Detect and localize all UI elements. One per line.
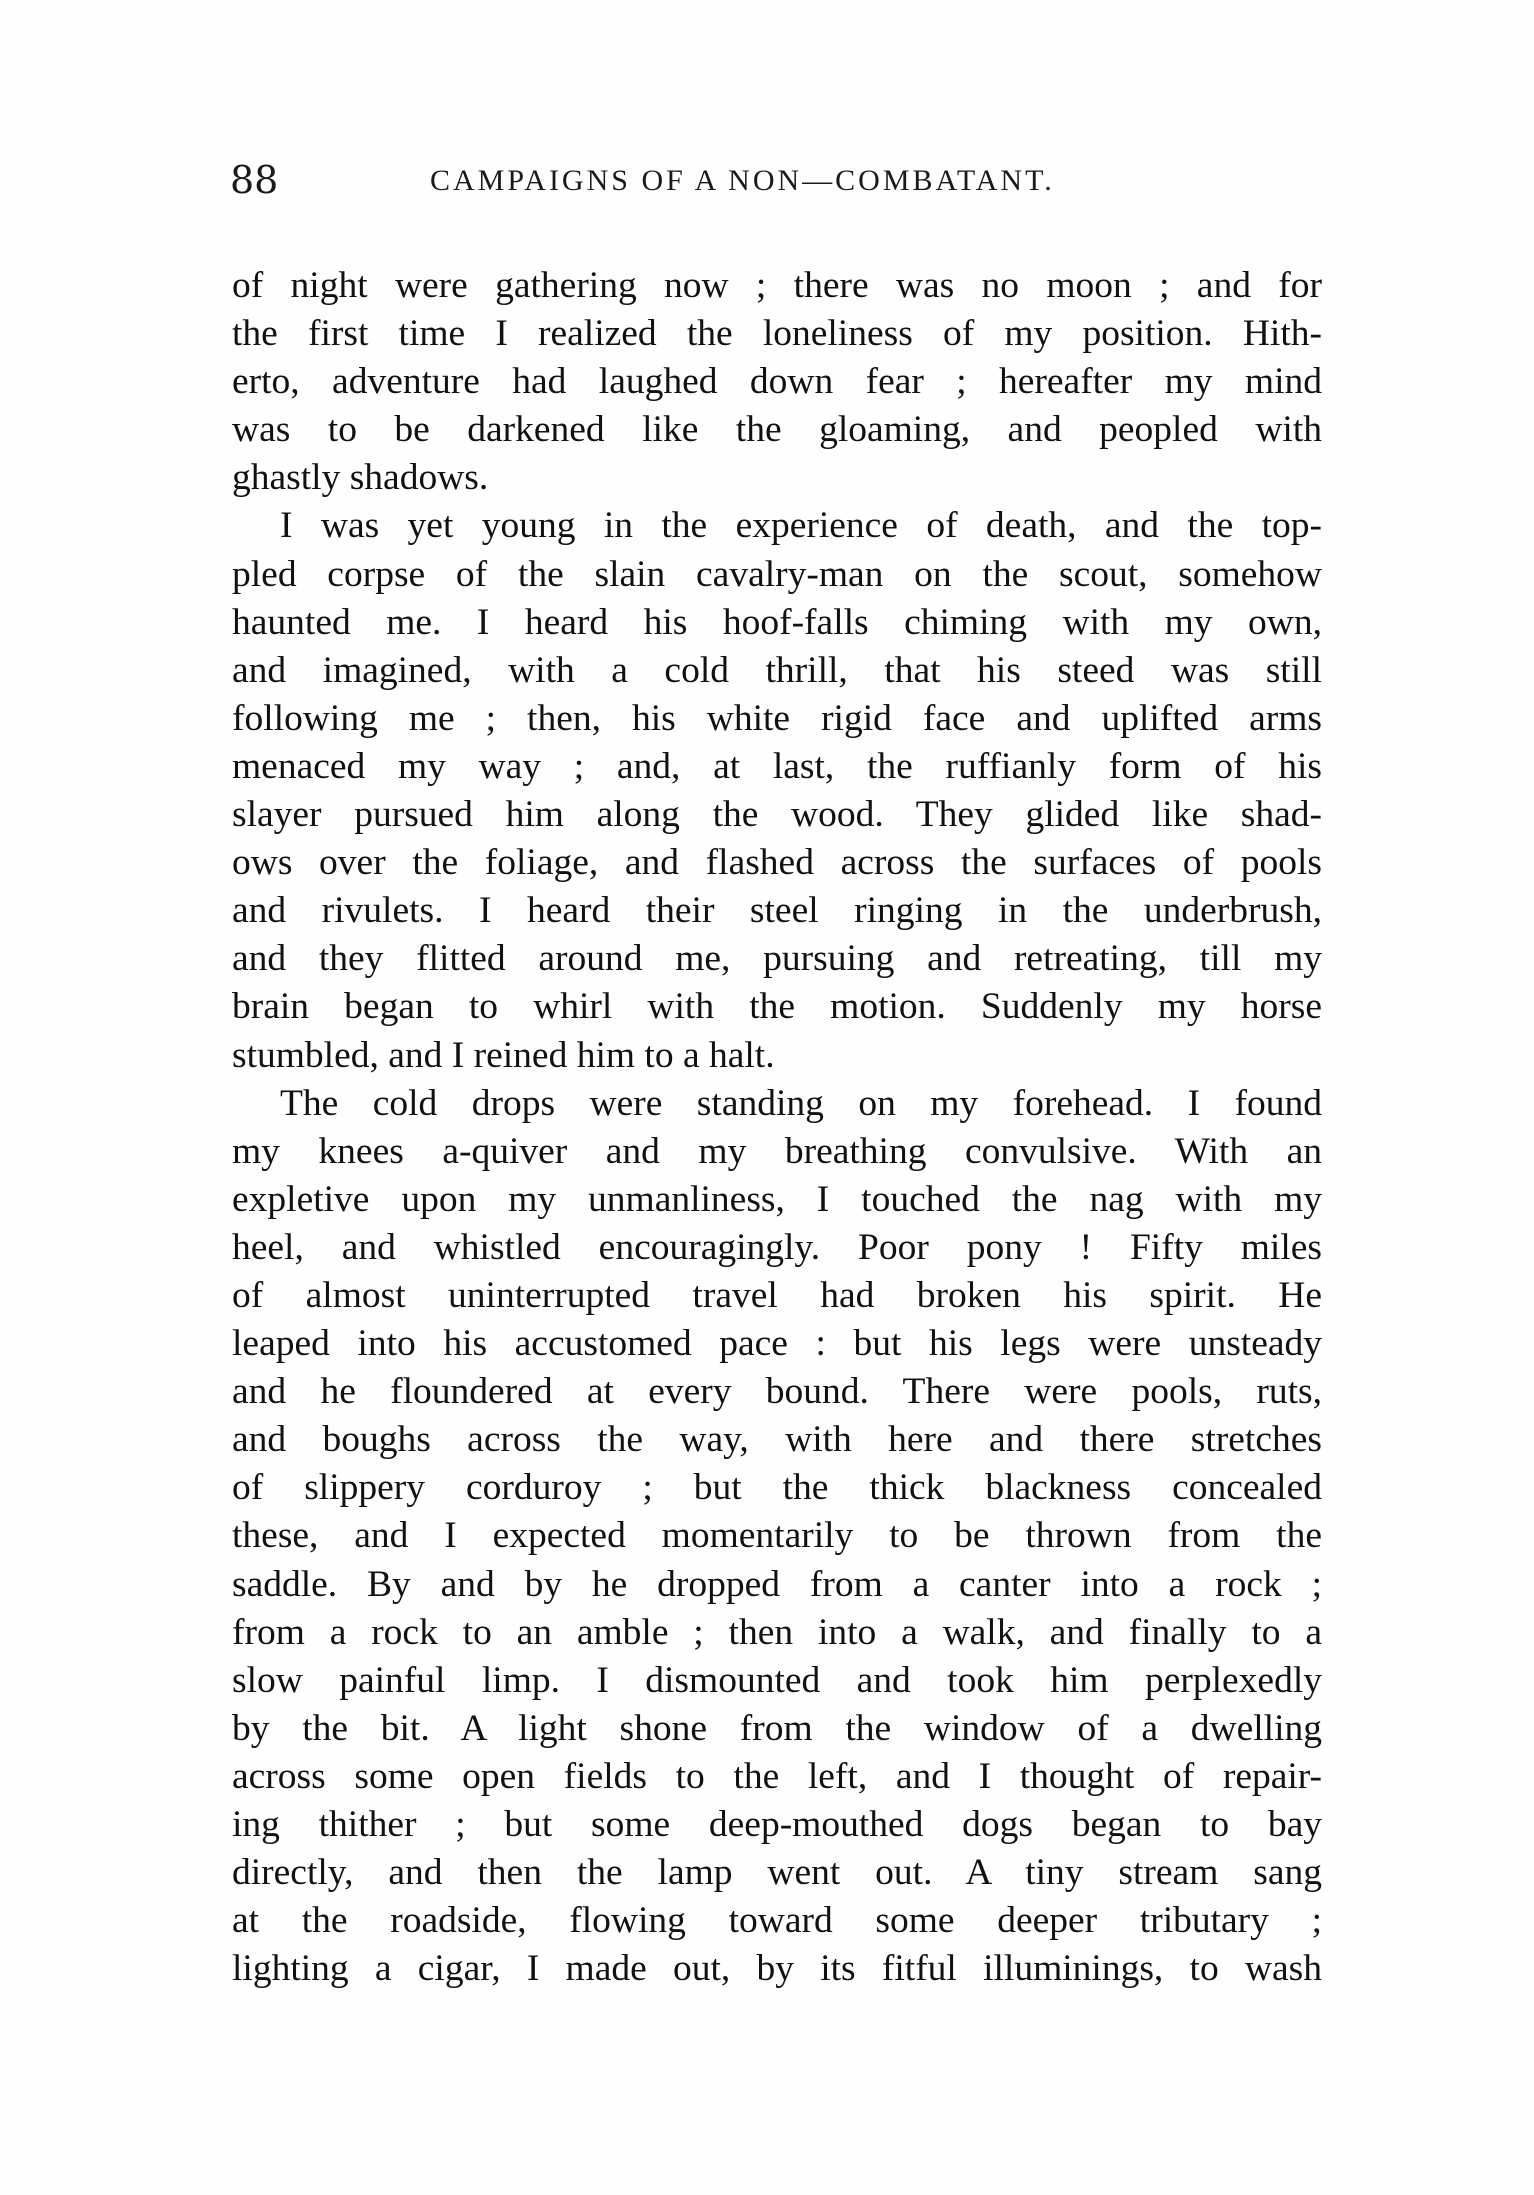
text-line: the first time I realized the loneliness of my position. Hith- [232,313,1322,355]
running-head: CAMPAIGNS OF A NON—COMBATANT. [430,164,1055,197]
text-line: expletive upon my unmanliness, I touched the nag with my [232,1178,1322,1220]
text-line: saddle. By and by he dropped from a canter into a rock ; [232,1563,1322,1605]
paragraph [232,502,1322,1079]
text-line: by the bit. A light shone from the window of a dwelling [232,1707,1322,1749]
text-line: ing thither ; but some deep-mouthed dogs began to bay [232,1804,1322,1845]
text-line: slow painful limp. I dismounted and took him perplexedly [232,1659,1322,1701]
page-number: 88 [230,158,279,202]
text-line: and they flitted around me, pursuing and retreating, till my [232,938,1322,980]
text-line: heel, and whistled encouragingly. Poor pony ! Fifty miles [232,1226,1322,1268]
text-line: across some open fields to the left, and I thought of repair- [232,1755,1322,1797]
text-line: these, and I expected momentarily to be thrown from the [232,1515,1322,1557]
text-line: of almost uninterrupted travel had broken his spirit. He [232,1274,1322,1316]
text-line: at the roadside, flowing toward some deeper tributary ; [232,1900,1322,1942]
text-line: The cold drops were standing on my forehead. I found [280,1082,1322,1124]
text-line: directly, and then the lamp went out. A tiny stream sang [232,1852,1322,1894]
text-line: menaced my way ; and, at last, the ruffianly form of his [232,745,1322,787]
text-line: brain began to whirl with the motion. Suddenly my horse [232,986,1322,1028]
text-line: ghastly shadows. [232,457,489,499]
text-line: of slippery corduroy ; but the thick blackness concealed [232,1467,1322,1509]
text-line: and he floundered at every bound. There were pools, ruts, [232,1371,1322,1413]
page-header [230,158,1320,218]
text-line: was to be darkened like the gloaming, and peopled with [232,409,1322,451]
paragraph [232,262,1322,502]
text-line: my knees a-quiver and my breathing convulsive. With an [232,1130,1322,1172]
text-line: and boughs across the way, with here and there stretches [232,1419,1322,1461]
text-line: lighting a cigar, I made out, by its fitful illuminings, to wash [232,1948,1322,1990]
text-line: I was yet young in the experience of death, and the top- [280,505,1322,547]
text-line: haunted me. I heard his hoof-falls chiming with my own, [232,601,1322,643]
text-line: ows over the foliage, and flashed across the surfaces of pools [232,842,1322,884]
text-line: slayer pursued him along the wood. They glided like shad- [232,794,1322,836]
body-text [232,262,1322,1993]
paragraph [232,1080,1322,1994]
text-line: and rivulets. I heard their steel ringing in the underbrush, [232,890,1322,932]
text-line: of night were gathering now ; there was no moon ; and for [232,265,1322,306]
text-line: following me ; then, his white rigid face and uplifted arms [232,697,1322,739]
text-line: erto, adventure had laughed down fear ; hereafter my mind [232,361,1322,403]
text-line: from a rock to an amble ; then into a walk, and finally to a [232,1611,1322,1653]
text-line: stumbled, and I reined him to a halt. [232,1034,775,1076]
text-line: and imagined, with a cold thrill, that his steed was still [232,649,1322,691]
text-line: leaped into his accustomed pace : but his legs were unsteady [232,1323,1322,1365]
text-line: pled corpse of the slain cavalry-man on the scout, somehow [232,553,1322,595]
